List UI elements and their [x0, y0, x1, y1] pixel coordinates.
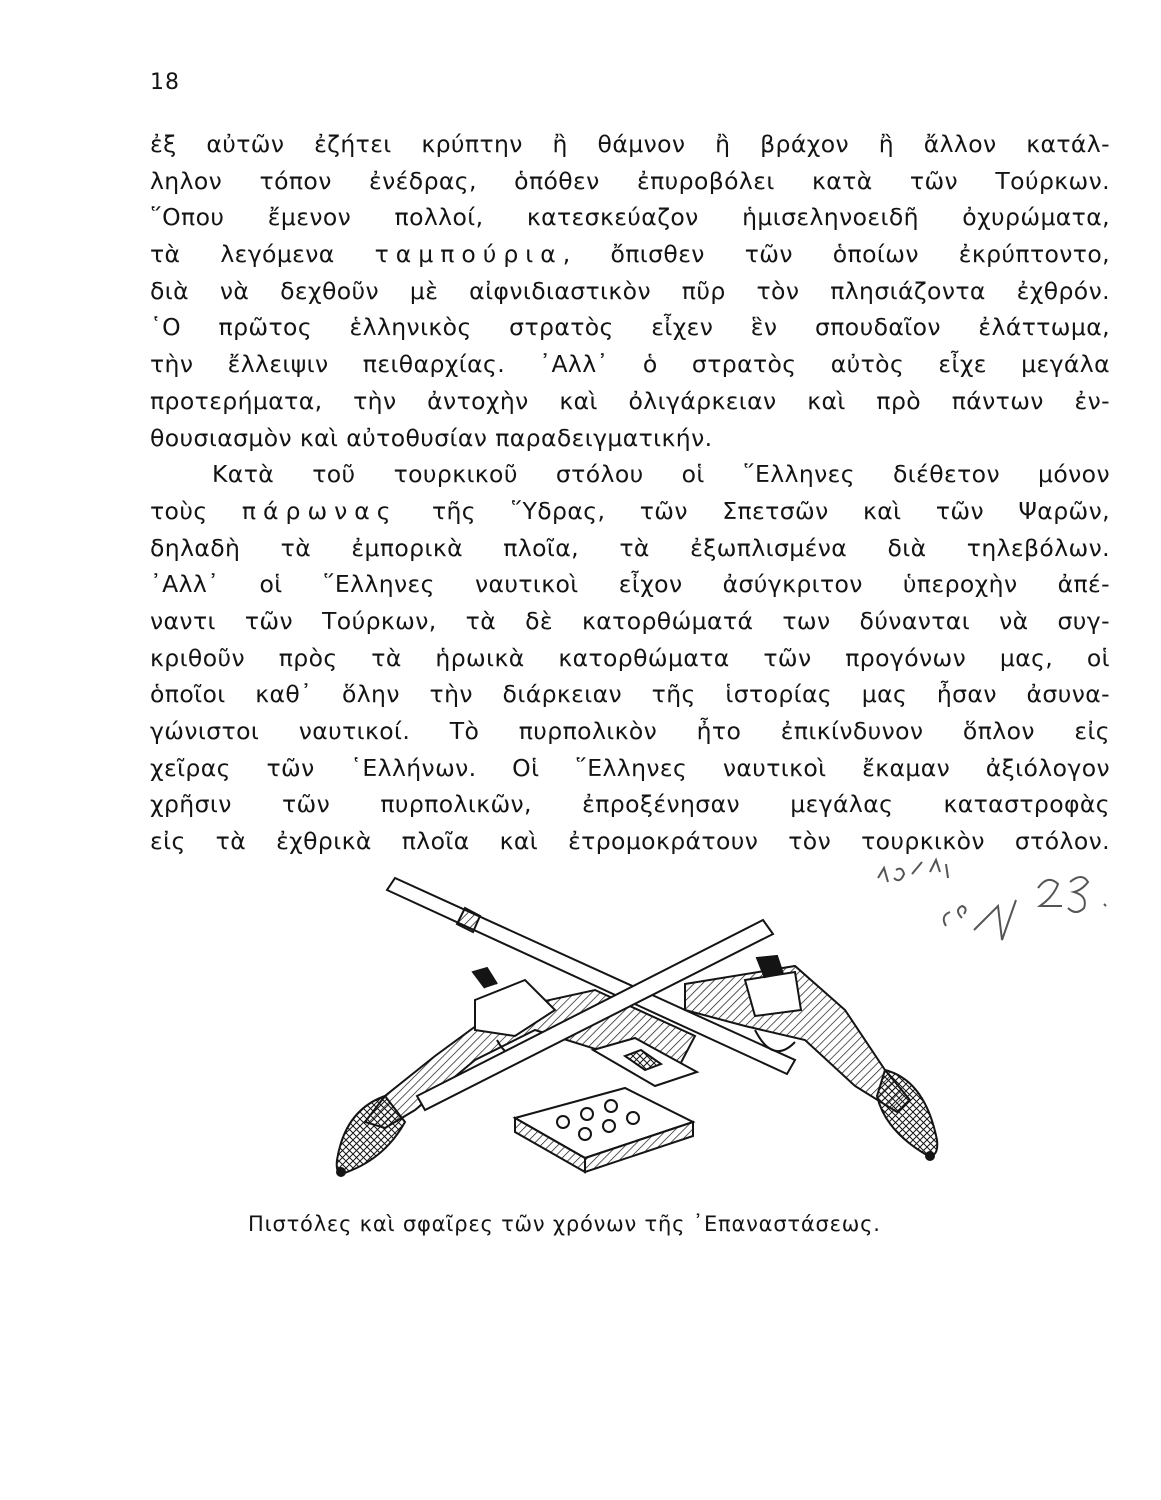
text-line: ᾿Αλλ᾿ οἱ ῞Ελληνες ναυτικοὶ εἶχον ἀσύγκριτον ὑπεροχὴν ἀπέ-	[150, 570, 1110, 599]
text-line: χεῖρας τῶν ῾Ελλήνων. Οἱ ῞Ελληνες ναυτικοὶ ἔκαμαν ἀξιόλογον	[150, 753, 1110, 782]
handwritten-note	[870, 848, 1140, 948]
text-line: ναντι τῶν Τούρκων, τὰ δὲ κατορθώματά των δύνανται νὰ συγ-	[150, 606, 1110, 635]
text-line: τὰ λεγόμενα ταμπούρια, ὄπισθεν τῶν ὁποίων ἐκρύπτοντο,	[150, 240, 1110, 269]
lead-ball	[579, 1128, 591, 1140]
crossed-pistols-with-ball-box-illustration	[325, 860, 965, 1200]
lead-ball	[557, 1116, 569, 1128]
text-line: προτερήματα, τὴν ἀντοχὴν καὶ ὀλιγάρκειαν καὶ πρὸ πάντων ἐν-	[150, 386, 1110, 415]
text-line: διὰ νὰ δεχθοῦν μὲ αἰφνιδιαστικὸν πῦρ τὸν πλησιάζοντα ἐχθρόν.	[150, 276, 1110, 305]
text-line: τοὺς πάρωνας τῆς ῞Υδρας, τῶν Σπετσῶν καὶ τῶν Ψαρῶν,	[150, 496, 1110, 525]
lead-ball	[581, 1108, 593, 1120]
page-number: 18	[150, 70, 180, 95]
left-pistol-butt	[337, 1096, 405, 1174]
right-pistol-lock	[745, 972, 801, 1016]
body-text	[150, 126, 1110, 860]
text-line: ὁποῖοι καθ᾿ ὅλην τὴν διάρκειαν τῆς ἱστορίας μας ἦσαν ἀσυνα-	[150, 680, 1110, 709]
text-line: Κατὰ τοῦ τουρκικοῦ στόλου οἱ ῞Ελληνες διέθετον μόνον	[212, 460, 1110, 489]
figure-caption: Πιστόλες καὶ σφαῖρες τῶν χρόνων τῆς ᾿Επαναστάσεως.	[248, 1212, 881, 1236]
text-line: θουσιασμὸν καὶ αὐτοθυσίαν παραδειγματικήν.	[150, 423, 713, 452]
ball-box	[515, 1038, 697, 1172]
text-line: ληλον τόπον ἐνέδρας, ὁπόθεν ἐπυροβόλει κατὰ τῶν Τούρκων.	[150, 166, 1110, 195]
lead-ball	[627, 1112, 639, 1124]
right-pistol-butt	[877, 1070, 937, 1155]
text-line: ῾Ο πρῶτος ἑλληνικὸς στρατὸς εἶχεν ἓν σπουδαῖον ἐλάττωμα,	[150, 313, 1110, 342]
left-pistol-hammer	[473, 968, 497, 988]
text-line: τὴν ἔλλειψιν πειθαρχίας. ᾿Αλλ᾿ ὁ στρατὸς αὐτὸς εἶχε μεγάλα	[150, 350, 1110, 379]
spaced-emphasis: ταμπούρια	[374, 240, 563, 269]
spaced-emphasis: πάρωνας	[241, 496, 398, 525]
text-line: γώνιστοι ναυτικοί. Τὸ πυρπολικὸν ἦτο ἐπικίνδυνον ὅπλον εἰς	[150, 717, 1110, 745]
lead-ball	[605, 1100, 617, 1112]
text-line: ῞Οπου ἔμενον πολλοί, κατεσκεύαζον ἡμισεληνοειδῆ ὀχυρώματα,	[150, 203, 1110, 232]
text-line: εἰς τὰ ἐχθρικὰ πλοῖα καὶ ἐτρομοκράτουν τὸν τουρκικὸν στόλον.	[150, 827, 1110, 856]
text-line: κριθοῦν πρὸς τὰ ἡρωικὰ κατορθώματα τῶν προγόνων μας, οἱ	[150, 643, 1110, 672]
text-line: δηλαδὴ τὰ ἐμπορικὰ πλοῖα, τὰ ἐξωπλισμένα διὰ τηλεβόλων.	[150, 533, 1110, 562]
text-line: ἐξ αὐτῶν ἐζήτει κρύπτην ἢ θάμνον ἢ βράχον ἢ ἄλλον κατάλ-	[150, 130, 1110, 158]
text-line: χρῆσιν τῶν πυρπολικῶν, ἐπροξένησαν μεγάλας καταστροφὰς	[150, 790, 1110, 819]
lead-ball	[603, 1120, 615, 1132]
